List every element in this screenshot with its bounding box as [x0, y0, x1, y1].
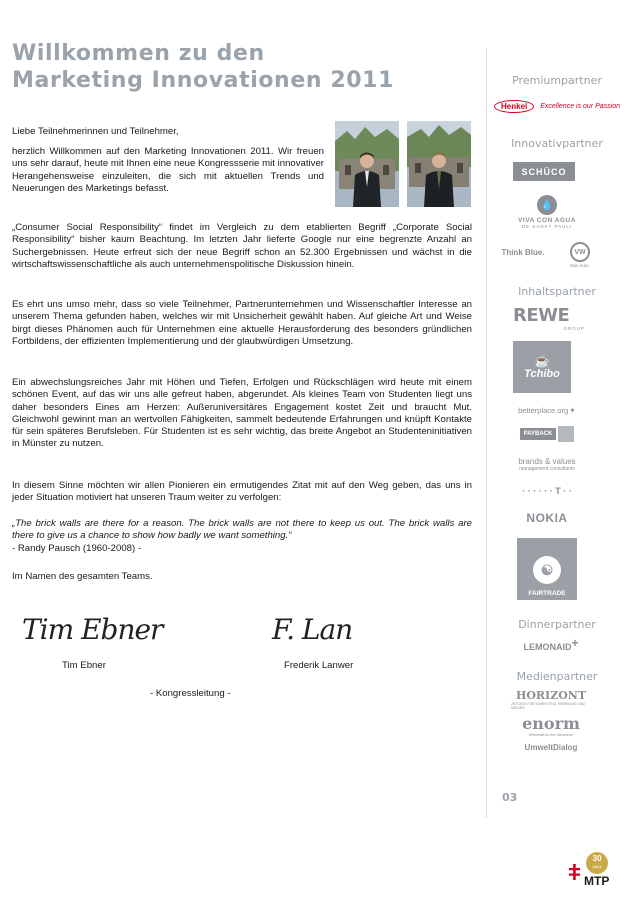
- page-title-line-1: Willkommen zu den: [12, 41, 265, 66]
- logo-umweltdialog: UmweltDialog: [524, 742, 578, 752]
- signer-name-1: Tim Ebner: [62, 660, 106, 671]
- signature-tim-ebner: Tim Ebner: [22, 613, 163, 646]
- cup-icon: ☕: [534, 354, 550, 368]
- anniversary-badge: 30 Jahre: [586, 852, 608, 874]
- vw-emblem-icon: VW: [570, 242, 590, 262]
- logo-horizont: HORIZONT ZEITUNG FÜR MARKETING, WERBUNG UND MEDIEN: [511, 688, 587, 710]
- logo-tchibo: ☕ Tchibo: [513, 341, 571, 393]
- logo-enorm: enorm Wirtschaft für den Menschen: [522, 713, 580, 737]
- page-title-line-2: Marketing Innovationen 2011: [12, 68, 394, 93]
- mtp-figures-icon: ǂ: [568, 860, 581, 885]
- logo-betterplace: betterplace.org ✦: [518, 405, 576, 415]
- category-inhaltspartner: Inhaltspartner: [518, 285, 596, 298]
- quote-author: - Randy Pausch (1960-2008) -: [12, 543, 142, 554]
- payback-dots-icon: [558, 426, 574, 442]
- logo-brands-and-values: brands & values management consultants: [518, 456, 576, 472]
- greeting: Liebe Teilnehmerinnen und Teilnehmer,: [12, 126, 179, 137]
- page-header: [12, 40, 472, 94]
- category-premiumpartner: Premiumpartner: [512, 74, 602, 87]
- signature-frederik-lanwer: F. Lan: [272, 613, 353, 646]
- closing-line: Im Namen des gesamten Teams.: [12, 571, 153, 582]
- category-dinnerpartner: Dinnerpartner: [518, 618, 596, 631]
- logo-telekom: · · · · · · T · ·: [522, 486, 572, 496]
- logo-think-blue: Think Blue.: [501, 247, 545, 257]
- partner-sidebar: [486, 48, 626, 818]
- page-number: 03: [502, 791, 518, 804]
- signer-name-2: Frederik Lanwer: [284, 660, 354, 671]
- photo-tim-ebner: [335, 121, 399, 207]
- quote-text: „The brick walls are there for a reason. The brick walls are not there to keep us out. The brick walls are there to give us a chance to show how badly we want something.“: [12, 518, 472, 542]
- sparkle-icon: ✦: [569, 405, 576, 415]
- mtp-wordmark: MTP: [584, 874, 610, 888]
- logo-henkel: [489, 96, 625, 116]
- logo-nokia: NOKIA: [526, 511, 568, 525]
- logo-volkswagen: VW Das Auto.: [563, 240, 597, 270]
- logo-fairtrade: ☯ FAIRTRADE: [517, 538, 577, 600]
- logo-lemonaid: LEMONAID +: [523, 636, 579, 652]
- intro-paragraph: herzlich Willkommen auf den Marketing Innovationen 2011. Wir freuen uns sehr darauf, heute mit Ihnen eine neue Kongressserie mit innovativer Herangehensweise einzuleiten, die sich mit aktuellen Trends und Neuerungen des Marketings befasst.: [12, 146, 324, 194]
- logo-payback: PAYBACK: [515, 423, 579, 445]
- drop-icon: 💧: [537, 195, 557, 215]
- henkel-slogan: Excellence is our Passion: [540, 102, 620, 110]
- paragraph-csr: „Consumer Social Responsibility“ findet im Vergleich zu dem etablierten Begriff „Corporate Social Responsibility“ bisher kaum Beachtung. Im letzten Jahr lieferte Google nur eine begrenzte Anzahl an Suchergebnissen. Heute erfreut sich der neue Begriff schon an 52.300 Ergebnissen und wächst in die wirtschaftswissenschaftliche als auch unternehmenspolitische Diskussion hinein.: [12, 222, 472, 270]
- paragraph-year: Ein abwechslungsreiches Jahr mit Höhen und Tiefen, Erfolgen und Rückschlägen wird heute mit einem schönen Event, auf das wir uns alle gefreut haben, abgerundet. Als kleines Team von Studenten liegt uns daher besonders Eines am Herzen: Außeruniversitäres Engagement kostet Zeit und braucht Mut. Gleichwohl gewinnt man an wertvollen Fähigkeiten, sammelt bedeutende Erfahrungen und knüpft Kontakte für sein späteres Berufsleben. Für Studenten ist es sehr wichtig, das breite Angebot an Studenteninitiativen in Münster zu nutzen.: [12, 377, 472, 450]
- category-innovativpartner: Innovativpartner: [511, 137, 603, 150]
- photo-frederik-lanwer: [407, 121, 471, 207]
- logo-rewe-group: REWE GROUP: [513, 305, 585, 331]
- category-medienpartner: Medienpartner: [516, 670, 598, 683]
- logo-viva-con-agua: 💧 VIVA CON AGUA DE SANKT PAULI: [507, 192, 587, 232]
- fairtrade-mark-icon: ☯: [533, 556, 561, 584]
- henkel-mark: Henkel: [494, 100, 534, 113]
- footer-mtp-logo: [568, 852, 632, 896]
- logo-schueco: SCHÜCO: [513, 162, 575, 181]
- paragraph-quote-intro: In diesem Sinne möchten wir allen Pionieren ein ermutigendes Zitat mit auf den Weg geben, das uns in jeder Situation motiviert hat unseren Traum weiter zu verfolgen:: [12, 480, 472, 504]
- paragraph-interest: Es ehrt uns umso mehr, dass so viele Teilnehmer, Partnerunternehmen und Wissenschaftler Interesse an unserem Thema gefunden haben, welches wir mit Unsicherheit gewählt haben. Auf gleiche Art und Weise birgt dieses Phänomen auch für Unternehmen eine aktuelle Herausforderung des besonders gründlichen Fortbildens, der effizienten Implementierung und der glaubwürdigen Umsetzung.: [12, 299, 472, 347]
- signer-role: - Kongressleitung -: [150, 688, 231, 699]
